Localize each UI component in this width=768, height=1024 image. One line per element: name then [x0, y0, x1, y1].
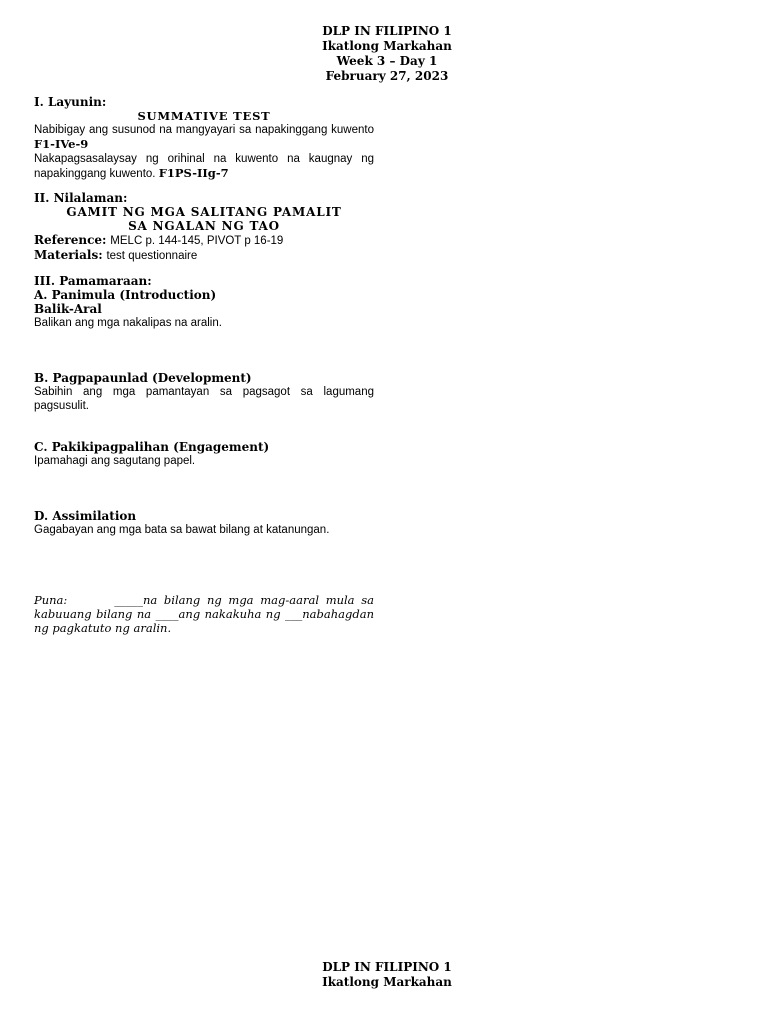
topic-line-2: SA NGALAN NG TAO	[128, 219, 280, 233]
doc-title: DLP IN FILIPINO 1	[322, 24, 452, 38]
doc-date: February 27, 2023	[325, 69, 449, 83]
nilalaman-heading: II. Nilalaman:	[34, 191, 128, 205]
objective-1-code: F1-IVe-9	[34, 137, 89, 151]
objective-2-code: F1PS-IIg-7	[158, 166, 229, 180]
document-header	[0, 24, 768, 84]
section-b-text: Sabihin ang mga pamantayan sa pagsagot sa lagumang pagsusulit.	[34, 386, 374, 412]
layunin-heading: I. Layunin:	[34, 95, 107, 109]
section-d-text: Gagabayan ang mga bata sa bawat bilang at katanungan.	[34, 524, 330, 536]
doc-week: Week 3 – Day 1	[336, 54, 438, 68]
puna-remark: Puna: _____na bilang ng mga mag-aaral mula sa kabuuang bilang na ____ang nakakuha ng ___nabahagdan ng pagkatuto ng aralin.	[34, 593, 378, 635]
objective-2	[34, 152, 374, 181]
footer-title: DLP IN FILIPINO 1	[322, 960, 452, 974]
materials-line	[34, 248, 374, 263]
summative-test-title: SUMMATIVE TEST	[137, 109, 271, 123]
section-a-heading: A. Panimula (Introduction)	[34, 288, 217, 302]
objective-1-text: Nabibigay ang susunod na mangyayari sa napakinggang kuwento	[34, 124, 374, 136]
pamamaraan-heading: III. Pamamaraan:	[34, 274, 152, 288]
section-c-text: Ipamahagi ang sagutang papel.	[34, 455, 196, 467]
section-d	[34, 509, 374, 537]
materials-value: test questionnaire	[106, 250, 198, 262]
section-c-heading: C. Pakikipagpalihan (Engagement)	[34, 440, 270, 454]
reference-value: MELC p. 144-145, PIVOT p 16-19	[110, 235, 284, 247]
materials-label: Materials:	[34, 248, 103, 262]
doc-quarter: Ikatlong Markahan	[322, 39, 452, 53]
balik-aral-label: Balik-Aral	[34, 302, 102, 316]
section-d-heading: D. Assimilation	[34, 509, 137, 523]
reference-label: Reference:	[34, 233, 107, 247]
topic-line-1: GAMIT NG MGA SALITANG PAMALIT	[66, 205, 342, 219]
objective-2-text: Nakapagsasalaysay ng orihinal na kuwento na kaugnay ng napakinggang kuwento.	[34, 153, 374, 180]
next-page-header	[0, 960, 768, 990]
section-layunin	[34, 95, 374, 181]
section-a-text: Balikan ang mga nakalipas na aralin.	[34, 317, 222, 329]
section-pamamaraan	[34, 274, 374, 330]
section-c	[34, 440, 374, 468]
objective-1	[34, 123, 374, 152]
footer-quarter: Ikatlong Markahan	[322, 975, 452, 989]
section-b	[34, 371, 374, 413]
reference-line	[34, 233, 374, 248]
section-b-heading: B. Pagpapaunlad (Development)	[34, 371, 252, 385]
section-nilalaman	[34, 191, 374, 263]
